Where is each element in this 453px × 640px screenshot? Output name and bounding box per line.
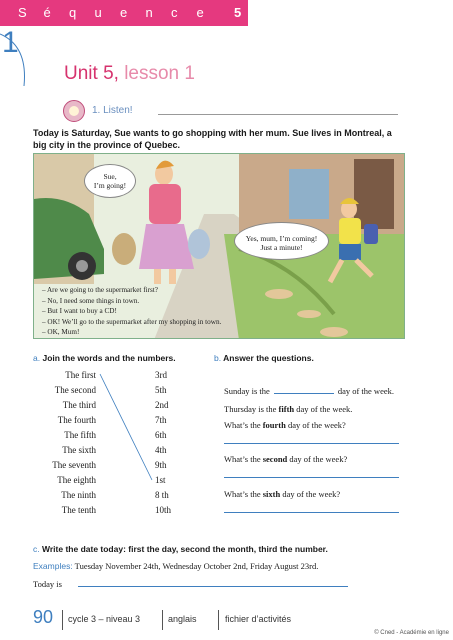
ordinal-word[interactable]: The fifth bbox=[64, 430, 96, 440]
question-2: Thursday is the fifth day of the week. bbox=[224, 404, 353, 414]
ordinal-number[interactable]: 7th bbox=[155, 415, 167, 425]
question-5: What’s the sixth day of the week? bbox=[224, 489, 341, 499]
dialog-line: – But I want to buy a CD! bbox=[42, 307, 117, 315]
dialog-line: – OK! We’ll go to the supermarket after my shopping in town. bbox=[42, 317, 222, 326]
ordinal-number[interactable]: 8 th bbox=[155, 490, 169, 500]
dialog-line: – No, I need some things in town. bbox=[42, 296, 140, 305]
sequence-letter: c bbox=[171, 5, 178, 20]
ordinal-word[interactable]: The eighth bbox=[57, 475, 96, 485]
sequence-letter: e bbox=[120, 5, 128, 20]
ordinal-word[interactable]: The seventh bbox=[52, 460, 96, 470]
ordinal-number[interactable]: 9th bbox=[155, 460, 167, 470]
answer-line[interactable] bbox=[224, 477, 399, 478]
ordinal-word[interactable]: The ninth bbox=[61, 490, 96, 500]
dialog-line: – Are we going to the supermarket first? bbox=[42, 286, 158, 294]
answer-blank[interactable] bbox=[274, 393, 334, 394]
section-instruction: Join the words and the numbers. bbox=[42, 353, 176, 363]
sequence-number: 5 bbox=[234, 5, 242, 20]
footer-subject: anglais bbox=[168, 614, 197, 624]
answer-line[interactable] bbox=[224, 443, 399, 444]
question-3: What’s the fourth day of the week? bbox=[224, 420, 346, 430]
footer-cycle: cycle 3 – niveau 3 bbox=[68, 614, 141, 624]
ordinal-word[interactable]: The tenth bbox=[61, 505, 96, 515]
question-1: Sunday is the day of the week. bbox=[224, 386, 394, 396]
sequence-letter: u bbox=[94, 5, 102, 20]
ordinal-number[interactable]: 1st bbox=[155, 475, 166, 485]
unit-label: Unit 5, bbox=[64, 63, 119, 84]
intro-text: Today is Saturday, Sue wants to go shopping with her mum. Sue lives in Montreal, a big city in the province of Quebec. bbox=[33, 128, 392, 150]
footer-divider bbox=[62, 610, 63, 630]
ordinal-number[interactable]: 6th bbox=[155, 430, 167, 440]
sequence-letter: n bbox=[145, 5, 153, 20]
question-4: What’s the second day of the week? bbox=[224, 454, 348, 464]
section-instruction: Write the date today: first the day, second the month, third the number. bbox=[42, 544, 328, 554]
section-letter: c. bbox=[33, 544, 40, 554]
ordinal-number[interactable]: 4th bbox=[155, 445, 167, 455]
ordinal-word[interactable]: The third bbox=[62, 400, 96, 410]
ordinal-number[interactable]: 3rd bbox=[155, 370, 167, 380]
bubble-line: Yes, mum, I’m coming! bbox=[245, 234, 318, 243]
copyright-credit: © Cned - Académie en ligne bbox=[374, 630, 449, 636]
answer-line[interactable] bbox=[224, 512, 399, 513]
section-instruction: Answer the questions. bbox=[223, 353, 314, 363]
today-prompt: Today is bbox=[33, 579, 62, 589]
ordinal-word[interactable]: The second bbox=[54, 385, 96, 395]
examples-line: Examples: Tuesday November 24th, Wednesday October 2nd, Friday August 23rd. bbox=[33, 561, 319, 571]
bubble-line: Sue, bbox=[103, 172, 117, 181]
sequence-letter: q bbox=[69, 5, 77, 20]
dialog-line: – OK, Mum! bbox=[42, 328, 80, 336]
ordinal-word[interactable]: The sixth bbox=[62, 445, 96, 455]
ordinal-word[interactable]: The first bbox=[65, 370, 96, 380]
section-c-heading bbox=[33, 544, 328, 554]
page-number: 90 bbox=[33, 607, 54, 627]
ordinal-number[interactable]: 5th bbox=[155, 385, 167, 395]
section-b-heading bbox=[214, 353, 314, 363]
listen-heading: 1. Listen! bbox=[92, 105, 133, 116]
sequence-letter: S bbox=[18, 5, 27, 20]
sequence-letter: e bbox=[196, 5, 204, 20]
bubble-line: Just a minute! bbox=[260, 243, 303, 252]
lesson-label: lesson 1 bbox=[124, 63, 195, 84]
ordinal-word[interactable]: The fourth bbox=[57, 415, 96, 425]
chapter-number: 1 bbox=[2, 26, 19, 59]
ordinal-number[interactable]: 10th bbox=[155, 505, 172, 515]
answer-line[interactable] bbox=[78, 586, 348, 587]
footer-divider bbox=[218, 610, 219, 630]
footer-divider bbox=[162, 610, 163, 630]
section-letter: a. bbox=[33, 353, 41, 363]
section-letter: b. bbox=[214, 353, 222, 363]
ordinal-number[interactable]: 2nd bbox=[155, 400, 169, 410]
footer-type: fichier d’activités bbox=[225, 614, 292, 624]
sequence-letter: é bbox=[43, 5, 51, 20]
bubble-line: I’m going! bbox=[93, 181, 127, 190]
